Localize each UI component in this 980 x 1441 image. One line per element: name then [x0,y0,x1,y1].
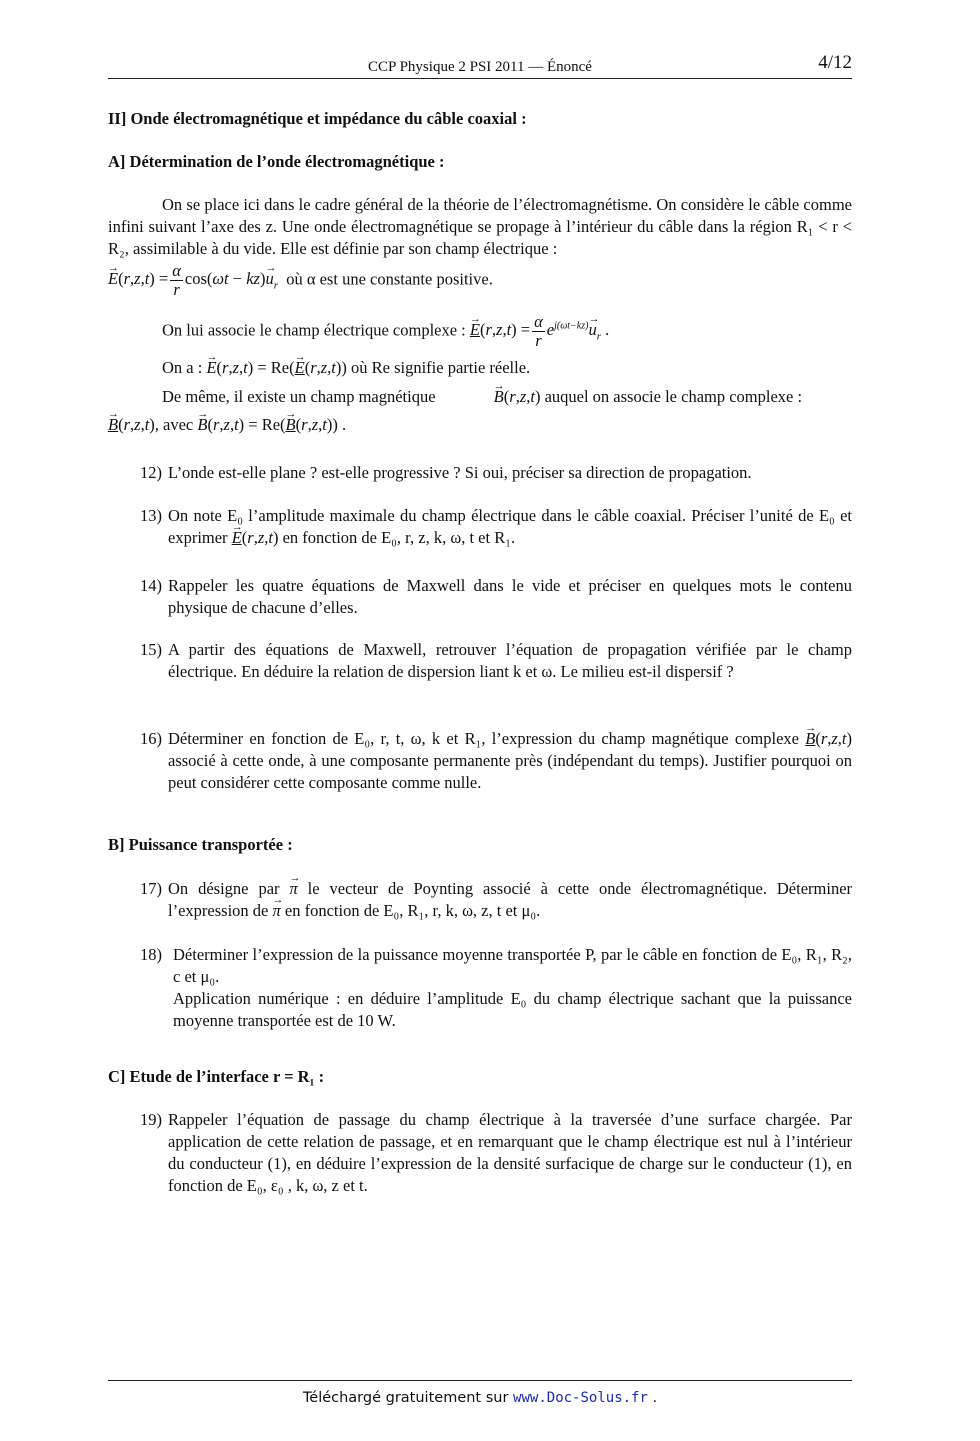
equation-e-complex: → E(r,z,t) = $\frac{\alpha}{r}$ $e^{j(\omega t-kz)}\to u_r$ . [470,320,609,339]
question-text-2: en fonction de E₀, r, z, k, ω, t et R₁. [282,528,516,547]
question-15 [108,639,852,683]
question-text: A partir des équations de Maxwell, retrouver l’équation de propagation vérifiée par le champ électrique. En déduire la relation de dispersion liant k et ω. Le milieu est-il dispersif ? [168,640,852,681]
question-text-2: Application numérique : en déduire l’amplitude E₀ du champ électrique sachant que la puissance moyenne transportée est de 10 W. [173,989,852,1030]
part-a-intro [108,194,852,260]
question-text-2: le vecteur de Poynting associé à cette onde électromagnétique. Déterminer l’expression de [168,879,853,920]
question-text: Déterminer l’expression de la puissance moyenne transportée P, par le câble en fonction de E₀, R₁, R₂, c et μ₀. [173,945,852,986]
re-intro: On a : [162,358,203,377]
part-c-title: C] Etude de l’interface r = R₁ : [108,1067,325,1086]
question-number: 17) [140,879,162,898]
equation-e-field [108,262,852,299]
part-a-title: A] Détermination de l’onde électromagnétique : [108,152,445,171]
question-16: 16) Déterminer en fonction de E₀, r, t, ω, k et R₁, l’expression du champ magnétique complexe → B(r,z,t) associé à cette onde, à une composante permanente près (indépendant du temps). Justifier pourquoi on peut considérer cette composante comme nulle. [108,728,852,794]
b-field-paragraph: De même, il existe un champ magnétique → B(r,z,t) auquel on associe le champ complexe : → B(r,z,t), avec → B(r,z,t) = Re(→ B(r,z,t)) . [108,386,852,436]
question-number: 14) [140,576,162,595]
part-a-heading-block [108,151,852,173]
part-c-heading-block [108,1066,852,1088]
complex-field-line [108,313,852,350]
question-12 [108,462,852,484]
page-header [108,54,852,79]
equation-re: → E(r,z,t) = Re(→ E(r,z,t)) [206,358,351,377]
section-2-title: II] Onde électromagnétique et impédance du câble coaxial : [108,109,527,128]
part-b-title: B] Puissance transportée : [108,835,293,854]
question-19 [108,1109,852,1197]
complex-intro: On lui associe le champ électrique complexe : [162,320,466,340]
question-13: 13) On note E₀ l’amplitude maximale du champ électrique dans le câble coaxial. Préciser l’unité de E₀ et exprimer → E(r,z,t) en fonction de E₀, r, z, k, ω, t et R₁. [108,505,852,549]
question-number: 16) [140,729,162,748]
question-text: On note E₀ l’amplitude maximale du champ électrique dans le câble coaxial. Préciser l’unité de E₀ et exprimer [168,506,852,547]
intro-paragraph: On se place ici dans le cadre général de la théorie de l’électromagnétisme. On considère le câble comme infini suivant l’axe des z. Une onde électromagnétique se propage à l’intérieur du câble dans la région R₁ < r < R₂, assimilable à du vide. Elle est définie par son champ électrique : [108,195,852,258]
equation-e-real: → E(r,z,t) = $\frac{\alpha}{r}$ $\cos(\omega t - kz)\to u_r$ [108,269,282,288]
question-text: Rappeler l’équation de passage du champ électrique à la traversée d’une surface chargée. Par application de cette relation de passage, et en remarquant que le champ électrique est nul à l’intérieur du conducteur (1), en déduire l’expression de la densité surfacique de charge sur le conducteur (1), en fonction de E₀, ε₀ , k, ω, z et t. [168,1110,852,1195]
question-number: 18) [140,945,162,964]
question-text-2: associé à cette onde, à une composante permanente près (indépendant du temps). Justifier pourquoi on peut considérer cette composante comme nulle. [168,751,852,792]
page-footer [108,1380,852,1409]
question-text: Déterminer en fonction de E₀, r, t, ω, k et R₁, l’expression du champ magnétique complexe [168,729,799,748]
question-number: 12) [140,463,162,482]
question-14 [108,575,852,619]
footer-link[interactable]: www.Doc-Solus.fr [513,1390,648,1406]
question-text-3: en fonction de E₀, R₁, r, k, ω, z, t et μ₀. [284,901,541,920]
document-page [108,0,852,1441]
b-avec: , avec [154,415,194,434]
footer-end: . [652,1390,658,1406]
header-title: CCP Physique 2 PSI 2011 — Énoncé [368,59,592,75]
equation-suffix: où α est une constante positive. [286,269,493,289]
b-intro-2: auquel on associe le champ complexe : [544,387,803,406]
question-text: L’onde est-elle plane ? est-elle progressive ? Si oui, préciser sa direction de propagation. [168,463,752,482]
question-number: 15) [140,640,162,659]
question-text: Rappeler les quatre équations de Maxwell dans le vide et préciser en quelques mots le contenu physique de chacune d’elles. [168,576,852,617]
part-b-heading-block [108,834,852,856]
page-number: 4/12 [818,52,852,73]
section-2-heading-block [108,108,852,130]
question-17: 17) On désigne par → π le vecteur de Poynting associé à cette onde électromagnétique. Déterminer l’expression de → π en fonction de E₀, R₁, r, k, ω, z, t et μ₀. [108,878,852,922]
question-text: On désigne par [168,879,280,898]
re-suffix: où Re signifie partie réelle. [351,358,531,377]
question-18 [108,944,852,1032]
question-number: 13) [140,506,162,525]
footer-text: Téléchargé gratuitement sur [302,1390,509,1406]
question-number: 19) [140,1110,162,1129]
b-intro: De même, il existe un champ magnétique [162,387,436,406]
